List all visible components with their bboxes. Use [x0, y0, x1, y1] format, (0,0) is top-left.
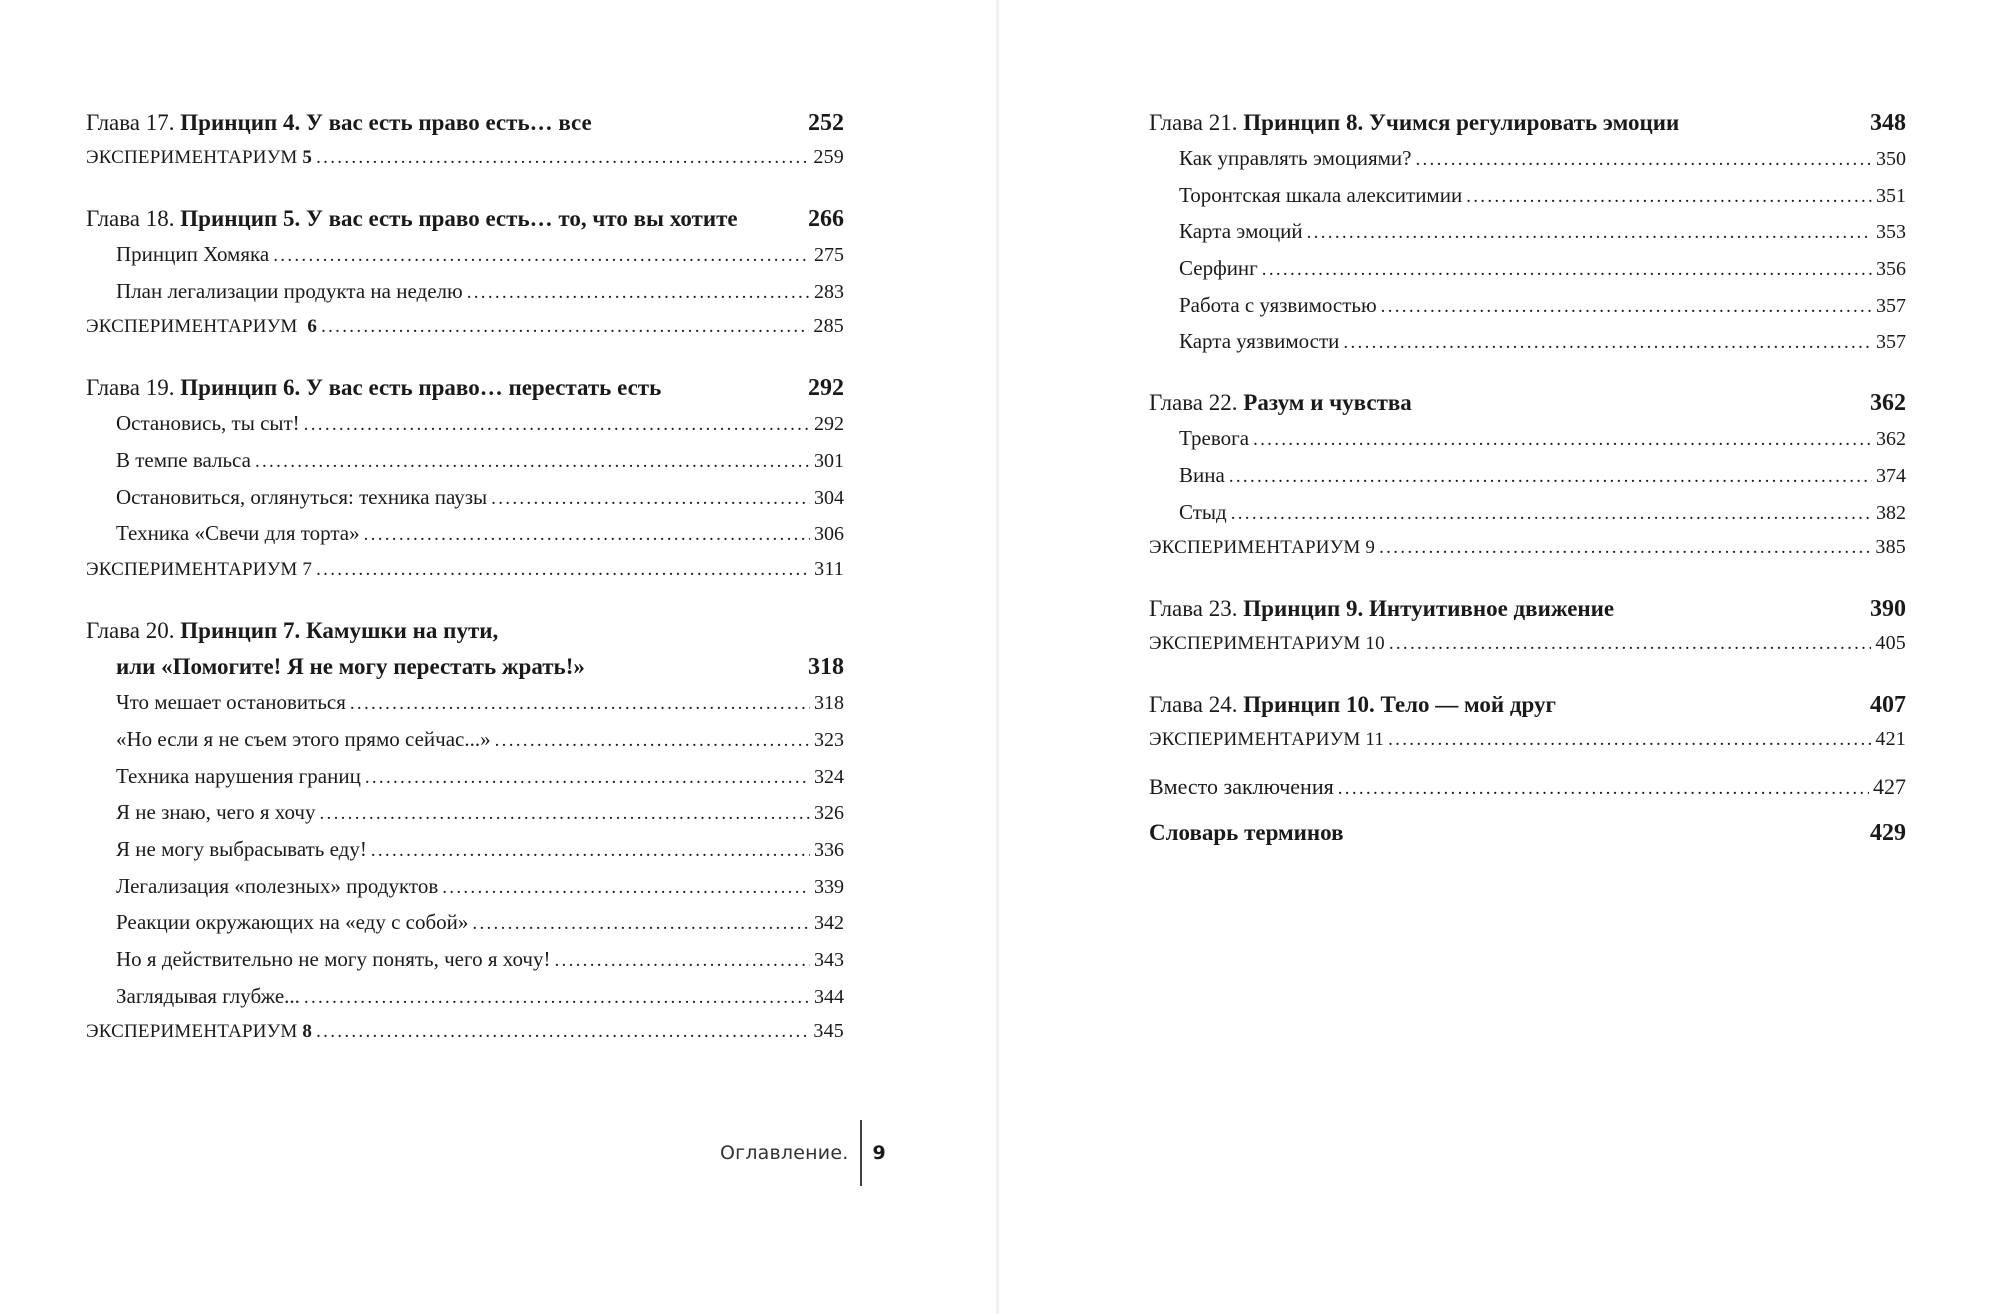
dot-leader — [316, 559, 810, 581]
dot-leader — [1415, 149, 1872, 171]
toc-entry[interactable] — [86, 764, 844, 801]
dot-leader — [1307, 222, 1872, 244]
entry-label: Работа с уязвимостью — [1179, 292, 1377, 317]
chapter-prefix: Глава 19. — [86, 375, 175, 401]
entry-label: Карта уязвимости — [1179, 329, 1340, 354]
toc-entry[interactable] — [86, 837, 844, 874]
entry-page: 304 — [814, 486, 844, 509]
toc-entry[interactable] — [86, 411, 844, 448]
toc-entry[interactable] — [86, 521, 844, 558]
chapter-21[interactable] — [1149, 110, 1906, 146]
entry-label: Остановись, ты сыт! — [116, 411, 300, 436]
exp-label: ЭКСПЕРИМЕНТАРИУМ — [86, 559, 298, 581]
toc-entry[interactable] — [1149, 219, 1906, 256]
chapter-20[interactable] — [86, 618, 844, 654]
experimentarium-6[interactable] — [86, 315, 844, 351]
exp-page: 385 — [1875, 536, 1906, 559]
entry-label: Техника нарушения границ — [116, 763, 361, 788]
entry-page: 362 — [1876, 428, 1906, 451]
exp-label: ЭКСПЕРИМЕНТАРИУМ — [86, 316, 298, 338]
entry-label: Серфинг — [1179, 256, 1258, 281]
dot-leader — [273, 245, 810, 267]
chapter-23[interactable] — [1149, 596, 1906, 632]
experimentarium-5[interactable] — [86, 146, 844, 182]
entry-page: 275 — [814, 244, 844, 266]
toc-entry[interactable] — [86, 947, 844, 984]
experimentarium-11[interactable] — [1149, 728, 1906, 764]
chapter-prefix: Глава 22. — [1149, 390, 1238, 416]
dot-leader — [304, 414, 810, 436]
toc-entry[interactable] — [1149, 146, 1906, 183]
entry-page: 336 — [814, 838, 844, 861]
entry-page: 382 — [1876, 501, 1906, 524]
entry-label: Словарь терминов — [1149, 820, 1344, 846]
entry-page: 292 — [814, 413, 844, 436]
chapter-page: 266 — [808, 206, 844, 232]
entry-label: План легализации продукта на неделю — [116, 278, 463, 303]
chapter-title: Принцип 8. Учимся регулировать эмоции — [1243, 110, 1680, 135]
exp-label: ЭКСПЕРИМЕНТАРИУМ — [86, 1021, 298, 1043]
entry-label: Стыд — [1179, 499, 1227, 524]
experimentarium-10[interactable] — [1149, 632, 1906, 668]
dot-leader — [1338, 778, 1869, 800]
entry-label: Но я действительно не могу понять, чего я хочу! — [116, 946, 551, 971]
exp-number: 8 — [302, 1021, 313, 1043]
entry-page: 357 — [1876, 294, 1906, 317]
entry-label: Я не знаю, чего я хочу — [116, 800, 316, 825]
exp-label: ЭКСПЕРИМЕНТАРИУМ — [1149, 633, 1361, 655]
chapter-page: 252 — [808, 110, 844, 136]
dot-leader — [304, 987, 810, 1009]
dot-leader — [1388, 729, 1871, 751]
chapter-prefix: Глава 20. — [86, 618, 175, 644]
exp-page: 259 — [813, 146, 844, 168]
exp-number: 11 — [1365, 729, 1385, 751]
chapter-page: 292 — [808, 375, 844, 402]
entry-page: 374 — [1876, 464, 1906, 487]
toc-entry[interactable] — [86, 448, 844, 485]
dot-leader — [1262, 259, 1872, 281]
chapter-title: Принцип 9. Интуитивное движение — [1243, 596, 1615, 622]
entry-page: 427 — [1873, 774, 1906, 800]
dot-leader — [1231, 503, 1872, 525]
toc-entry[interactable] — [86, 984, 844, 1021]
exp-number: 6 — [307, 316, 318, 338]
exp-label: ЭКСПЕРИМЕНТАРИУМ — [1149, 729, 1361, 751]
entry-label: Торонтская шкала алекситимии — [1179, 182, 1463, 207]
dot-leader — [371, 840, 810, 862]
entry-label: Реакции окружающих на «еду с собой» — [116, 910, 469, 935]
chapter-24[interactable] — [1149, 692, 1906, 728]
exp-label: ЭКСПЕРИМЕНТАРИУМ — [86, 147, 298, 168]
dot-leader — [495, 730, 810, 752]
entry-page: 353 — [1876, 221, 1906, 244]
entry-page: 356 — [1876, 258, 1906, 281]
chapter-22[interactable] — [1149, 390, 1906, 426]
exp-number: 7 — [302, 559, 313, 581]
exp-number: 5 — [302, 147, 313, 168]
exp-page: 285 — [813, 315, 844, 338]
toc-entry[interactable] — [1149, 183, 1906, 220]
dot-leader — [255, 451, 810, 473]
dot-leader — [350, 693, 810, 715]
entry-label: Тревога — [1179, 426, 1250, 451]
experimentarium-8[interactable] — [86, 1020, 844, 1056]
dot-leader — [1381, 296, 1872, 318]
entry-page: 351 — [1876, 184, 1906, 207]
chapter-page: 348 — [1870, 110, 1906, 136]
entry-label: Остановиться, оглянуться: техника паузы — [116, 484, 488, 509]
toc-entry[interactable] — [86, 242, 844, 279]
experimentarium-9[interactable] — [1149, 536, 1906, 572]
dot-leader — [321, 316, 809, 338]
exp-page: 311 — [814, 558, 844, 581]
entry-label: Техника «Свечи для торта» — [116, 521, 360, 546]
experimentarium-7[interactable] — [86, 558, 844, 594]
chapter-prefix: Глава 18. — [86, 206, 175, 231]
entry-label: Что мешает остановиться — [116, 690, 346, 715]
entry-page: 326 — [814, 802, 844, 825]
chapter-prefix: Глава 24. — [1149, 692, 1238, 718]
toc-entry[interactable] — [86, 910, 844, 947]
toc-entry[interactable] — [1149, 500, 1906, 537]
dot-leader — [365, 767, 810, 789]
toc-entry[interactable] — [1149, 256, 1906, 293]
entry-page: 323 — [814, 728, 844, 751]
toc-entry[interactable] — [86, 874, 844, 911]
entry-page: 339 — [814, 875, 844, 898]
chapter-20-continued[interactable] — [86, 654, 844, 690]
exp-number: 10 — [1365, 633, 1385, 655]
toc-entry[interactable] — [1149, 329, 1906, 366]
entry-label: Легализация «полезных» продуктов — [116, 873, 439, 898]
chapter-19[interactable] — [86, 375, 844, 411]
entry-label: Я не могу выбрасывать еду! — [116, 836, 367, 861]
chapter-page: 390 — [1870, 596, 1906, 623]
entry-page: 350 — [1876, 148, 1906, 170]
dot-leader — [1466, 186, 1872, 208]
dot-leader — [1343, 332, 1872, 354]
exp-page: 421 — [1875, 728, 1906, 751]
exp-page: 345 — [813, 1020, 844, 1043]
chapter-page: 407 — [1870, 692, 1906, 719]
entry-label: «Но если я не съем этого прямо сейчас...» — [116, 726, 491, 751]
chapter-page: 362 — [1870, 390, 1906, 417]
toc-entry[interactable] — [86, 279, 844, 316]
exp-page: 405 — [1875, 632, 1906, 655]
dot-leader — [467, 282, 810, 304]
dot-leader — [491, 488, 810, 510]
entry-page: 357 — [1876, 331, 1906, 354]
dot-leader — [319, 803, 810, 825]
left-page — [0, 0, 996, 1314]
dot-leader — [472, 913, 810, 935]
chapter-18[interactable] — [86, 206, 844, 242]
entry-page: 283 — [814, 280, 844, 303]
chapter-title: Разум и чувства — [1243, 390, 1412, 416]
entry-page: 343 — [814, 948, 844, 971]
toc-right — [1149, 110, 1906, 856]
right-page — [999, 0, 1997, 1314]
chapter-title: Принцип 4. У вас есть право есть… все — [180, 110, 592, 135]
footer-page-number: 9 — [872, 1142, 886, 1164]
entry-label: Заглядывая глубже... — [116, 983, 300, 1008]
glossary-entry[interactable] — [1149, 820, 1906, 856]
dot-leader — [442, 877, 810, 899]
entry-label: Вина — [1179, 462, 1225, 487]
chapter-title: Принцип 10. Тело — мой друг — [1243, 692, 1556, 718]
toc-entry[interactable] — [86, 800, 844, 837]
toc-entry[interactable] — [86, 690, 844, 727]
entry-page: 342 — [814, 912, 844, 935]
toc-left — [86, 110, 844, 1056]
exp-number: 9 — [1365, 537, 1376, 559]
footer-divider — [860, 1120, 862, 1186]
footer-section-label: Оглавление. — [720, 1142, 849, 1164]
exp-label: ЭКСПЕРИМЕНТАРИУМ — [1149, 537, 1361, 559]
chapter-title: Принцип 6. У вас есть право… перестать есть — [180, 375, 662, 401]
conclusion-entry[interactable] — [1149, 774, 1906, 810]
entry-label: Как управлять эмоциями? — [1179, 146, 1412, 170]
dot-leader — [554, 950, 810, 972]
entry-label: Принцип Хомяка — [116, 242, 270, 266]
chapter-title-line1: Принцип 7. Камушки на пути, — [180, 618, 499, 644]
toc-entry[interactable] — [86, 485, 844, 522]
entry-page: 429 — [1870, 820, 1906, 847]
entry-label: Карта эмоций — [1179, 219, 1303, 244]
chapter-prefix: Глава 17. — [86, 110, 175, 135]
dot-leader — [1229, 466, 1872, 488]
dot-leader — [1379, 537, 1871, 559]
chapter-17[interactable] — [86, 110, 844, 146]
entry-label: Вместо заключения — [1149, 774, 1334, 800]
entry-page: 324 — [814, 765, 844, 788]
chapter-title: Принцип 5. У вас есть право есть… то, что вы хотите — [180, 206, 738, 231]
chapter-prefix: Глава 21. — [1149, 110, 1238, 135]
toc-entry[interactable] — [1149, 426, 1906, 463]
entry-page: 318 — [814, 692, 844, 715]
dot-leader — [1253, 429, 1872, 451]
entry-page: 301 — [814, 450, 844, 473]
entry-label: В темпе вальса — [116, 448, 251, 473]
entry-page: 344 — [814, 985, 844, 1008]
dot-leader — [316, 147, 809, 169]
page-footer — [720, 1120, 886, 1186]
dot-leader — [364, 524, 810, 546]
dot-leader — [1389, 633, 1872, 655]
toc-entry[interactable] — [1149, 463, 1906, 500]
entry-page: 306 — [814, 523, 844, 546]
chapter-prefix: Глава 23. — [1149, 596, 1238, 622]
chapter-title-line2: или «Помогите! Я не могу перестать жрать!» — [116, 654, 585, 680]
toc-entry[interactable] — [86, 727, 844, 764]
toc-entry[interactable] — [1149, 293, 1906, 330]
chapter-page: 318 — [808, 654, 844, 681]
dot-leader — [316, 1021, 809, 1043]
